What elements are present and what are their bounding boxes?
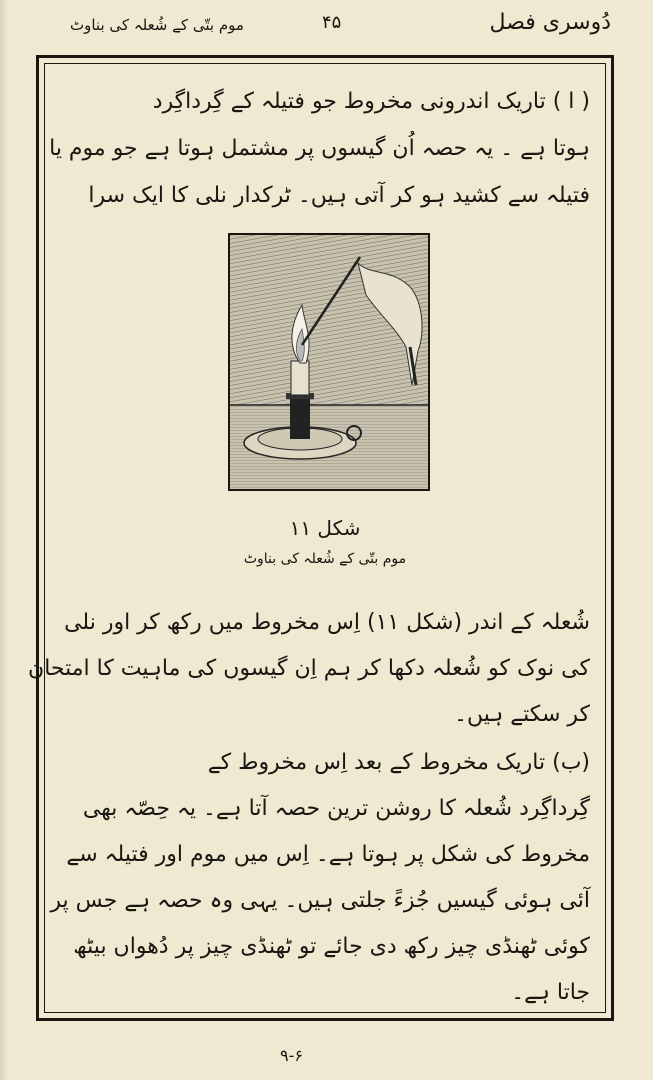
candle-flame-illustration: [228, 233, 430, 491]
text-line: ہوتا ہے ۔ یہ حصہ اُن گیسوں پر مشتمل ہوتا ہے جو موم یا: [49, 136, 590, 161]
text-line: کوئی ٹھنڈی چیز رکھ دی جائے تو ٹھنڈی چیز پر دُھواں بیٹھ: [73, 934, 590, 959]
text-line: فتیلہ سے کشید ہو کر آتی ہیں۔ ٹرکدار نلی کا ایک سرا: [88, 183, 590, 208]
running-title: موم بتّی کے شُعلہ کی بناوٹ: [70, 16, 244, 34]
text-line: مخروط کی شکل پر ہوتا ہے۔ اِس میں موم اور فتیلہ سے: [66, 842, 590, 867]
text-line: ( ا ) تاریک اندرونی مخروط جو فتیلہ کے گِرداگِرد: [152, 89, 590, 114]
text-line: گِرداگِرد شُعلہ کا روشن ترین حصہ آتا ہے۔ یہ حِصّہ بھی: [82, 796, 590, 821]
text-line: (ب) تاریک مخروط کے بعد اِس مخروط کے: [207, 750, 590, 775]
text-line: جاتا ہے۔: [511, 980, 590, 1005]
page-header: [40, 10, 631, 48]
footer-signature-mark: ۹-۶: [280, 1046, 303, 1065]
text-line: شُعلہ کے اندر (شکل ۱۱) اِس مخروط میں رکھ کر اور نلی: [64, 610, 590, 635]
paragraph-dark-cone: [49, 78, 590, 219]
text-line: کی نوک کو شُعلہ دکھا کر ہم اِن گیسوں کی ماہیت کا امتحان: [28, 656, 590, 681]
text-line: آئی ہوئی گیسیں جُزءً جلتی ہیں۔ یہی وہ حصہ ہے جس پر: [50, 888, 590, 913]
figure-caption: موم بتّی کے شُعلہ کی بناوٹ: [243, 551, 407, 567]
page-number: ۴۵: [322, 12, 342, 33]
paragraph-bright-zone: [50, 740, 590, 1016]
chapter-title: دُوسری فصل: [489, 10, 611, 35]
figure-label: شکل ۱۱: [289, 516, 361, 540]
candle-illustration-svg: [230, 235, 428, 489]
page-edge: [0, 0, 8, 1080]
paragraph-testing-gases: [28, 600, 590, 738]
text-line: کر سکتے ہیں۔: [454, 702, 590, 727]
